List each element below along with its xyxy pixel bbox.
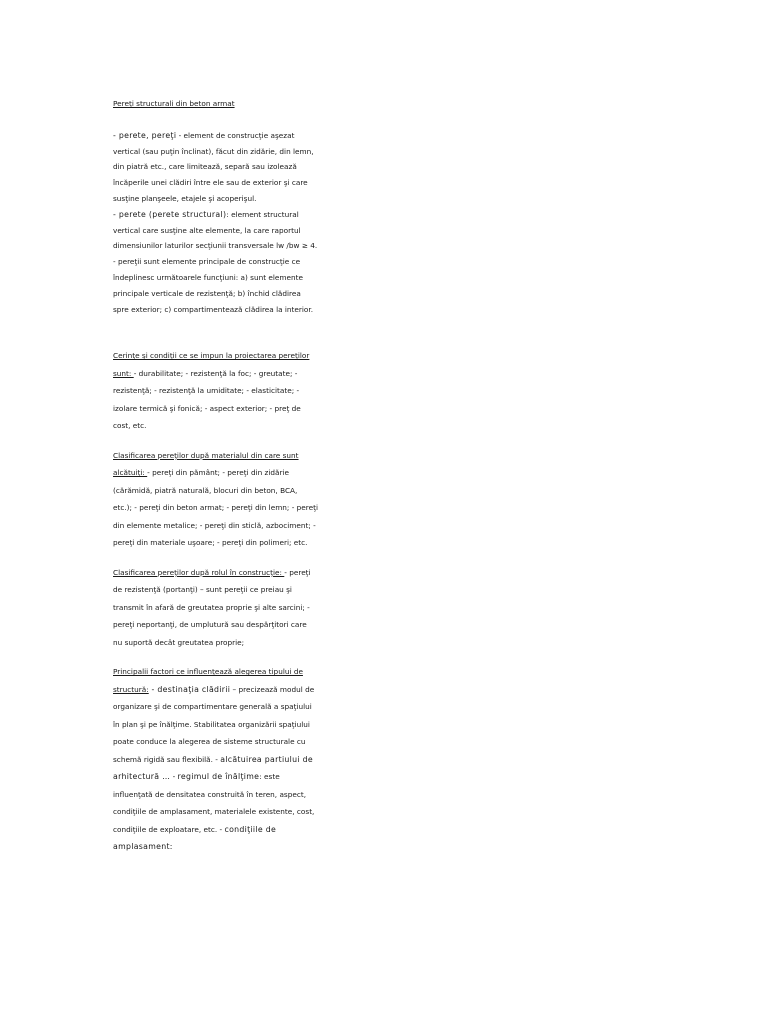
section-heading-requirements: Cerinţe şi condiţii ce se impun la proiectarea pereţilor sunt: [113, 351, 310, 378]
section-body-role: - pereţi de rezistenţă (portanţi) – sunt pereţii ce preiau şi transmit în afară de greutatea proprie şi alte sarcini; - pereţi neportanţi, de umplutură sau despărţitori care nu suportă decât greutatea proprie; [113, 567, 311, 647]
section-heading-role: Clasificarea pereţilor după rolul în construcţie: [113, 567, 285, 577]
spacer [113, 651, 318, 663]
section-body-material: - pereţi din pământ; - pereţi din zidărie (cărămidă, piatră naturală, blocuri din beton, BCA, etc.); - pereţi din beton armat; - pereţi din lemn; - pereţi din elemente metalice; - pereţi din sticlă, azbociment; - pereţi din materiale uşoare; - pereţi din polimeri; etc. [113, 468, 319, 548]
section-body-requirements: - durabilitate; - rezistenţă la foc; - greutate; - rezistenţă; - rezistenţă la umiditate; - elasticitate; - izolare termică şi fonică; - aspect exterior; - preţ de cost, etc. [113, 368, 301, 431]
intro-paragraph [113, 128, 318, 318]
section-material-classification [113, 447, 318, 552]
section-heading-material: Clasificarea pereţilor după materialul din care sunt alcătuiţi: [113, 450, 299, 478]
intro-lead-term: - perete, pereţi [113, 130, 177, 140]
factor-term-architecture: alcătuirea partiului de arhitectură … [113, 754, 313, 782]
intro-definition-1: - element de construcţie aşezat vertical (sau puţin înclinat), făcut din zidărie, din lemn, din piatră etc., care limitează, separă sau izolează încăperile unei clădiri între ele sau de exterior şi care susţine planşeele, etajele şi acoperişul. [113, 130, 314, 203]
factor-term-site: condiţiile de amplasament: [113, 824, 277, 852]
factor-text-height: : este influenţată de densitatea construită în teren, aspect, condiţiile de amplasament, materialele existente, cost, condiţiile de exploatare, etc. - [113, 772, 315, 834]
document-page [113, 96, 318, 856]
factor-term-height: regimul de înălţime [177, 772, 260, 782]
intro-lead-term-2: - perete (perete structural) [113, 209, 227, 219]
factor-separator: - [170, 772, 178, 782]
intro-definition-2: : element structural vertical care susţine alte elemente, la care raportul dimensiunilor laturilor secţiunii transversale lw /bw ≥ 4. - pereţii sunt elemente principale de construcţie ce îndeplinesc următoarele funcţiuni: a) sunt elemente principale verticale de rezistenţă; b) închid clădirea spre exterior; c) compartimentează clădirea la interior. [113, 209, 318, 314]
spacer [113, 112, 318, 128]
factor-text-destination: – precizează modul de organizare şi de compartimentare generală a spaţiului în plan şi pe înălţime. Stabilitatea organizării spaţiului poate conduce la alegerea de sisteme structurale cu schemă rigidă sau flexibilă. - [113, 684, 315, 764]
section-role-classification [113, 564, 318, 652]
page-title: Pereţi structurali din beton armat [113, 99, 235, 108]
factor-term-destination: - destinaţia clădirii [148, 684, 231, 694]
spacer [113, 317, 318, 347]
spacer [113, 552, 318, 564]
spacer [113, 435, 318, 447]
section-requirements [113, 347, 318, 435]
section-structure-factors [113, 663, 318, 856]
section-heading-factors: Principalii factori ce influenţează alegerea tipului de structură: [113, 667, 303, 694]
